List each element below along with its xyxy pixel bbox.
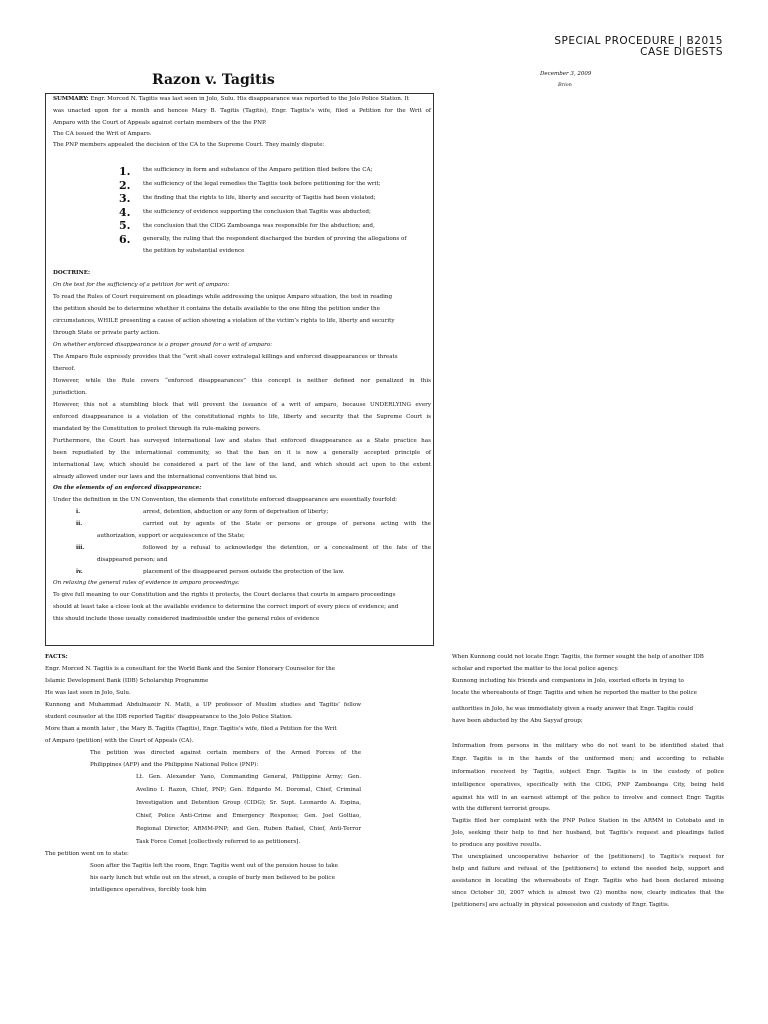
- facts-line: He was last seen in Jolo, Sulu.: [45, 690, 131, 696]
- doctrine-line: been repudiated by the international community, so that the ban on it is now a generally accepted principle of: [53, 450, 431, 456]
- facts-right-line: locate the whereabouts of Engr. Tagitis and when he reported the matter to the police: [452, 690, 697, 696]
- doctrine-line: thereof.: [53, 366, 76, 372]
- facts-line: Task Force Comet [collectively referred to as petitioners].: [136, 839, 301, 845]
- doctrine-line: To give full meaning to our Constitution and the rights it protects, the Court declares that courts in amparo proceedings: [53, 592, 396, 598]
- summary-line: The PNP members appealed the decision of the CA to the Supreme Court. They mainly dispute:: [53, 142, 325, 148]
- summary-line: The CA issued the Writ of Amparo.: [53, 131, 152, 137]
- doctrine-line: However, this not a stumbling block that will prevent the issuance of a writ of amparo, because UNDERLYING every: [53, 402, 431, 408]
- facts-line: intelligence operatives, forcibly took him: [90, 887, 207, 893]
- doctrine-heading: On whether enforced disappearance is a proper ground for a writ of amparo:: [53, 342, 273, 348]
- facts-right-line: authorities in Jolo, he was immediately given a ready answer that Engr. Tagitis could: [452, 706, 694, 712]
- document-header: [554, 36, 723, 58]
- element-text: placement of the disappeared person outside the protection of the law.: [143, 569, 345, 575]
- doctrine-heading: On the elements of an enforced disappearance:: [53, 485, 202, 491]
- element-text: authorization, support or acquiescence of the State;: [97, 533, 245, 539]
- facts-right-line: Tagitis filed her complaint with the PNP Police Station in the ARMM in Cotobato and in: [452, 818, 724, 824]
- element-number: i.: [76, 509, 81, 515]
- ponente: Brion: [558, 82, 572, 88]
- issue-text: the conclusion that the CIDG Zamboanga was responsible for the abduction; and,: [143, 223, 375, 229]
- issue-text: the finding that the rights to life, liberty and security of Tagitis had been violated;: [143, 195, 376, 201]
- facts-line: Engr. Morced N. Tagitis is a consultant for the World Bank and the Senior Honorary Counselor for the: [45, 666, 336, 672]
- facts-right-line: against his will in an earnest attempt of the police to involve and connect Engr. Tagitis: [452, 795, 724, 801]
- facts-line: student counselor at the IDB reported Tagitis’ disappearance to the Jolo Police Station.: [45, 714, 293, 720]
- issue-number: 4.: [119, 206, 131, 219]
- facts-line: Philippines (AFP) and the Philippine National Police (PNP):: [90, 762, 259, 768]
- facts-line: The petition was directed against certain members of the Armed Forces of the: [90, 750, 361, 756]
- summary-text: Engr. Morced N. Tagitis was last seen in Jolo, Sulu. His disappearance was reported to the Jolo Police Station. It: [88, 96, 409, 102]
- issue-text: generally, the ruling that the respondent discharged the burden of proving the allegations of: [143, 236, 407, 242]
- summary-line: [53, 96, 409, 103]
- doctrine-line: circumstances, WHILE presenting a cause of action showing a violation of the victim’s rights to life, liberty and security: [53, 318, 395, 324]
- summary-label: SUMMARY:: [53, 96, 89, 102]
- facts-line: his early lunch but while out on the street, a couple of burly men believed to be police: [90, 875, 335, 881]
- facts-right-line: since October 30, 2007 which is almost two (2) months now, clearly indicates that the: [452, 890, 724, 896]
- element-number: ii.: [76, 521, 83, 527]
- facts-line: Chief, Police Anti-Crime and Emergency Response; Gen. Joel Goltiao,: [136, 813, 361, 819]
- doctrine-heading: On relaxing the general rules of evidence in amparo proceedings:: [53, 580, 240, 586]
- facts-right-line: The unexplained uncooperative behavior of the [petitioners] to Tagitis’s request for: [452, 854, 724, 860]
- facts-right-line: intelligence operatives, specifically with the CIDG, PNP Zamboanga City, being held: [452, 782, 724, 788]
- facts-right-line: Kunnong including his friends and companions in Jolo, exerted efforts in trying to: [452, 678, 684, 684]
- facts-right-line: scholar and reported the matter to the local police agency.: [452, 666, 619, 672]
- facts-right-line: Jolo, seeking their help to find her husband, but Tagitis’s request and pleadings failed: [452, 830, 724, 836]
- facts-line: Investigation and Detention Group (CIDG); Sr. Supt. Leonardo A. Espina,: [136, 800, 361, 806]
- doctrine-line: The Amparo Rule expressly provides that the “writ shall cover extralegal killings and enforced disappearances or threats: [53, 354, 398, 360]
- issue-text: the sufficiency of evidence supporting the conclusion that Tagitis was abducted;: [143, 209, 371, 215]
- facts-right-line: with the different terrorist groups.: [452, 806, 551, 812]
- doctrine-line: the petition should be to determine whether it contains the details available to the one filing the petition under the: [53, 306, 380, 312]
- facts-line: Islamic Development Bank (IDB) Scholarship Programme: [45, 678, 209, 684]
- facts-right-line: have been abducted by the Abu Sayyaf group;: [452, 718, 583, 724]
- summary-line: was unacted upon for a month and hencee Mary B. Tagitis (Tagitis), Engr. Tagitis’s wife, filed a Petition for the Writ of: [53, 108, 431, 114]
- facts-line: Lt. Gen. Alexander Yano, Commanding General, Philippine Army; Gen.: [136, 774, 361, 780]
- doctrine-line: this should include those usually considered inadmissible under the general rules of evidence: [53, 616, 320, 622]
- summary-line: Amparo with the Court of Appeals against certain members of the the PNP.: [53, 120, 267, 126]
- doctrine-heading: On the test for the sufficiency of a petition for writ of amparo:: [53, 282, 230, 288]
- facts-right-line: When Kunnong could not locate Engr. Tagitis, the former sought the help of another IDB: [452, 654, 704, 660]
- element-text: carried out by agents of the State or persons or groups of persons acting with the: [143, 521, 431, 527]
- doctrine-line: Furthermore, the Court has surveyed international law and states that enforced disappearance as a State practice has: [53, 438, 431, 444]
- facts-right-line: information received by Tagitis, subject Engr. Tagitis is in the custody of police: [452, 769, 724, 775]
- facts-right-line: [petitioners] are actually in physical possession and custody of Engr. Tagitis.: [452, 902, 670, 908]
- issue-number: 3.: [119, 192, 131, 205]
- element-text: followed by a refusal to acknowledge the detention, or a concealment of the fate of the: [143, 545, 431, 551]
- facts-right-line: to produce any positive results.: [452, 842, 542, 848]
- facts-line: of Amparo (petition) with the Court of Appeals (CA).: [45, 738, 194, 744]
- doctrine-line: jurisdiction.: [53, 390, 87, 396]
- case-date: December 3, 2009: [540, 71, 592, 77]
- issue-number: 2.: [119, 179, 131, 192]
- header-subject: SPECIAL PROCEDURE | B2015: [554, 35, 723, 47]
- header-type: CASE DIGESTS: [640, 46, 723, 58]
- facts-line: More than a month later , the Mary B. Tagitis (Tagitis), Engr. Tagitis’s wife, filed a Petition for the Writ: [45, 726, 337, 732]
- doctrine-line: international law, which should be considered a part of the law of the land, and which should act upon to the extent: [53, 462, 431, 468]
- facts-line: Soon after the Tagitis left the room, Engr. Tagitis went out of the pension house to take: [90, 863, 338, 869]
- element-number: iii.: [76, 545, 85, 551]
- element-text: disappeared person; and: [97, 557, 168, 563]
- doctrine-line: To read the Rules of Court requirement on pleadings while addressing the unique Amparo situation, the test in reading: [53, 294, 393, 300]
- facts-right-line: help and failure and refusal of the [petitioners] to extend the needed help, support and: [452, 866, 724, 872]
- case-title: Razon v. Tagitis: [152, 72, 275, 88]
- facts-label: FACTS:: [45, 654, 68, 660]
- doctrine-line: enforced disappearance is a violation of the constitutional rights to life, liberty and security that the Supreme Court is: [53, 414, 431, 420]
- doctrine-line: should at least take a close look at the available evidence to determine the correct import of every piece of evidence; and: [53, 604, 399, 610]
- issue-number: 1.: [119, 165, 131, 178]
- issue-text: the sufficiency in form and substance of the Amparo petition filed before the CA;: [143, 167, 373, 173]
- doctrine-line: Under the definition in the UN Convention, the elements that constitute enforced disappearance are essentially fourfold:: [53, 497, 398, 503]
- doctrine-line: already allowed under our laws and the international conventions that bind us.: [53, 474, 278, 480]
- facts-right-line: assistance in locating the whereabouts of Engr. Tagitis who had been declared missing: [452, 878, 724, 884]
- issue-text: the sufficiency of the legal remedies the Tagitis took before petitioning for the writ;: [143, 181, 381, 187]
- issue-number: 5.: [119, 219, 131, 232]
- facts-line: The petition went on to state:: [45, 851, 129, 857]
- element-number: iv.: [76, 569, 83, 575]
- facts-line: Kunnong and Muhammad Abdulnazeir N. Matli, a UP professor of Muslim studies and Tagitis’ fellow: [45, 702, 361, 708]
- facts-right-line: Engr. Tagitis is in the hands of the uniformed men; and according to reliable: [452, 756, 724, 762]
- issue-number: 6.: [119, 233, 131, 246]
- issue-text: the petition by substantial evidence: [143, 248, 245, 254]
- doctrine-line: However, while the Rule covers “enforced disappearances” this concept is neither defined nor penalized in this: [53, 378, 431, 384]
- doctrine-line: through State or private party action.: [53, 330, 160, 336]
- facts-right-line: Information from persons in the military who do not want to be identified stated that: [452, 743, 724, 749]
- element-text: arrest, detention, abduction or any form of deprivation of liberty;: [143, 509, 329, 515]
- facts-line: Regional Director, ARMM-PNP; and Gen. Ruben Rafael, Chief, Anti-Terror: [136, 826, 361, 832]
- facts-line: Avelino I. Razon, Chief, PNP; Gen. Edgardo M. Doromal, Chief, Criminal: [136, 787, 361, 793]
- doctrine-line: mandated by the Constitution to protect through its rule-making powers.: [53, 426, 261, 432]
- doctrine-label: DOCTRINE:: [53, 270, 91, 276]
